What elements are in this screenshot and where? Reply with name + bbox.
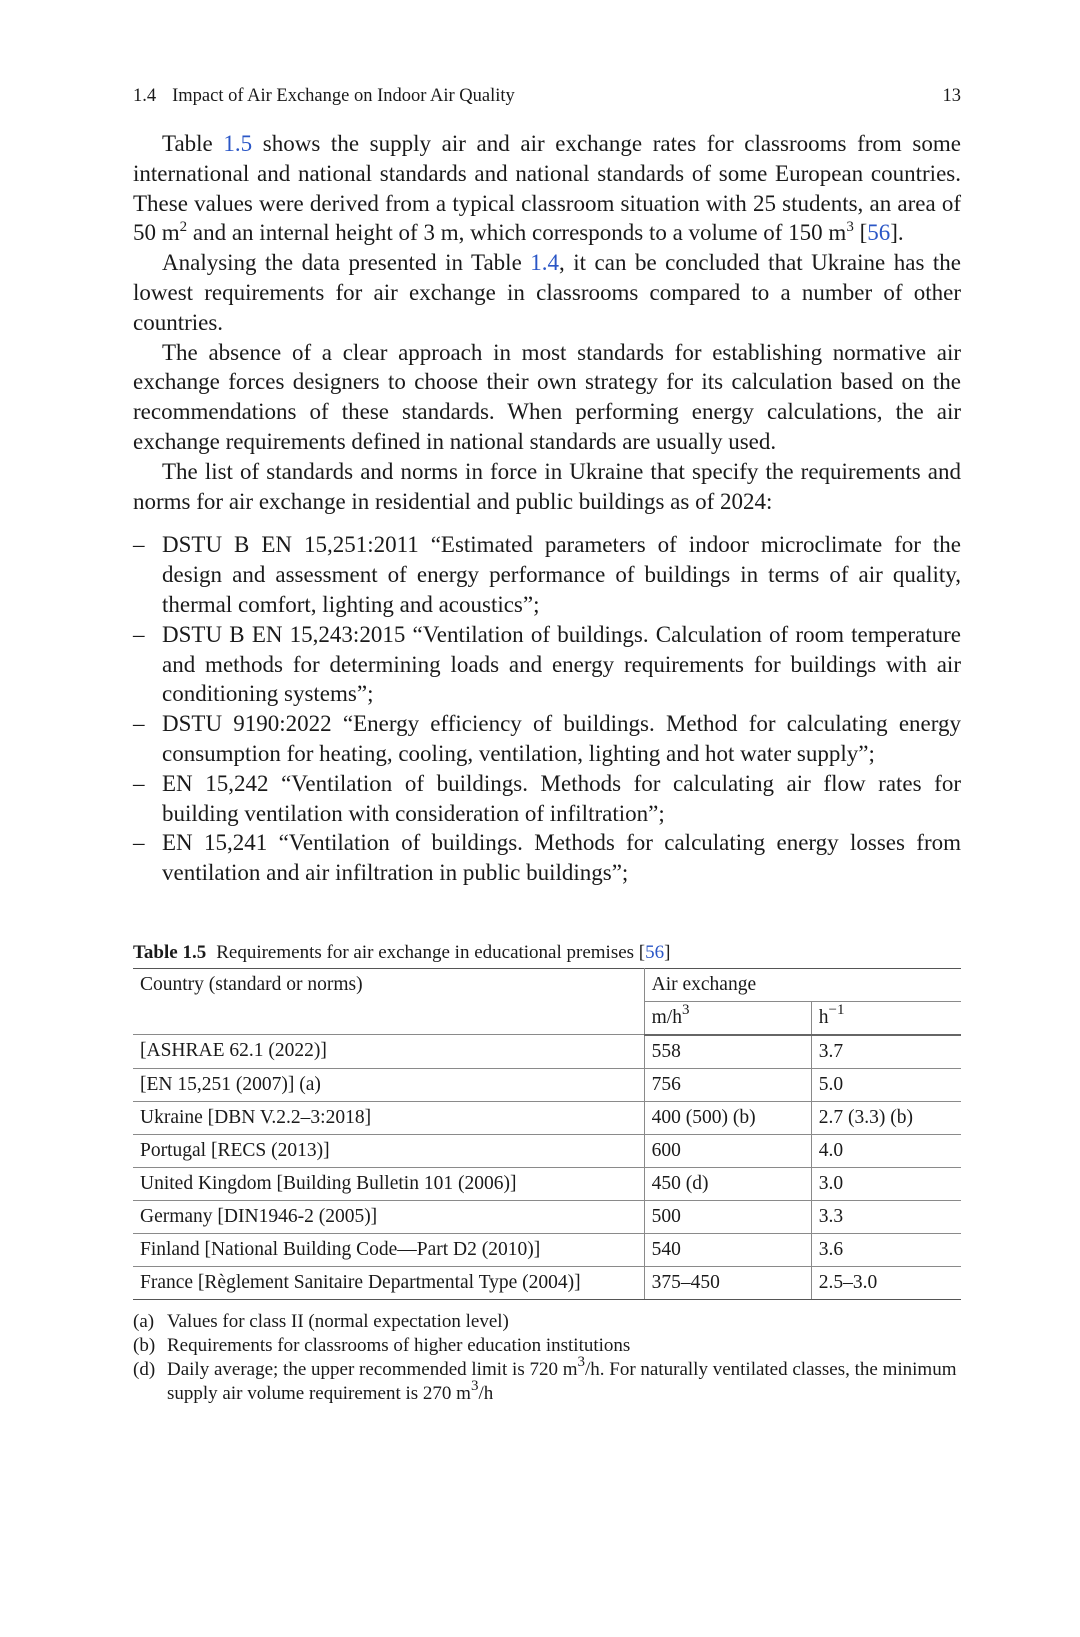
table-row: [133, 1068, 961, 1101]
note-key: (b): [133, 1334, 156, 1356]
cell-m3h: 540: [644, 1233, 811, 1266]
paragraph-4: The list of standards and norms in force in Ukraine that specify the requirements and norms for air exchange in residential and public buildings as of 2024:: [133, 458, 961, 514]
superscript: 3: [577, 1353, 585, 1370]
superscript: 3: [846, 219, 854, 236]
cell-m3h: 756: [644, 1068, 811, 1101]
body-text: [133, 129, 961, 888]
cell-per-hour: 3.6: [811, 1233, 961, 1266]
cell-m3h: 400 (500) (b): [644, 1101, 811, 1134]
text-run: [: [853, 220, 868, 246]
superscript: −1: [828, 1001, 845, 1018]
cell-per-hour: 4.0: [811, 1134, 961, 1167]
note-text: [167, 1353, 961, 1406]
text-run: Table: [162, 131, 224, 156]
header-unit-m3h: [644, 1001, 811, 1035]
cell-per-hour: 5.0: [811, 1068, 961, 1101]
paragraph-1: [133, 129, 961, 248]
header-air-exchange: Air exchange: [644, 968, 961, 1001]
cell-per-hour: 3.0: [811, 1167, 961, 1200]
table-row: [133, 1266, 961, 1299]
superscript: 2: [179, 219, 188, 236]
cell-m3h: 500: [644, 1200, 811, 1233]
note-text: Requirements for classrooms of higher education institutions: [167, 1334, 631, 1356]
unit-text: h: [818, 1006, 829, 1028]
citation-link[interactable]: 56: [867, 220, 891, 246]
header-unit-per-hour: [811, 1001, 961, 1035]
cell-country: France [Règlement Sanitaire Departmental Type (2004)]: [133, 1266, 644, 1299]
text-run: and an internal height of 3 m, which corresponds to a volume of 150 m: [187, 220, 847, 246]
citation-link[interactable]: 56: [645, 941, 665, 963]
cell-country: Germany [DIN1946-2 (2005)]: [133, 1200, 644, 1233]
list-item: – EN 15,242 “Ventilation of buildings. Methods for calculating air flow rates for building ventilation with consideration of infiltration”;: [133, 769, 961, 829]
cell-m3h: 450 (d): [644, 1167, 811, 1200]
note-text: Values for class II (normal expectation level): [167, 1310, 509, 1332]
cell-per-hour: 2.5–3.0: [811, 1266, 961, 1299]
table-reference-link[interactable]: 1.5: [223, 131, 253, 156]
cell-country: United Kingdom [Building Bulletin 101 (2006)]: [133, 1167, 644, 1200]
cell-country: [ASHRAE 62.1 (2022)]: [133, 1035, 644, 1069]
table-row: [133, 1233, 961, 1266]
table-row: [133, 1101, 961, 1134]
list-item: – DSTU 9190:2022 “Energy efficiency of buildings. Method for calculating energy consumption for heating, cooling, ventilation, lighting and hot water supply”;: [133, 709, 961, 769]
text-run: /h: [478, 1382, 494, 1404]
text-run: Daily average; the upper recommended limit is 720 m: [167, 1358, 578, 1380]
page-number: 13: [942, 86, 961, 106]
table-row: [133, 1035, 961, 1069]
section-title: Impact of Air Exchange on Indoor Air Quality: [172, 86, 515, 106]
table-note: [133, 1334, 961, 1358]
cell-country: Ukraine [DBN V.2.2–3:2018]: [133, 1101, 644, 1134]
cell-country: [EN 15,251 (2007)] (a): [133, 1068, 644, 1101]
text-run: ].: [890, 220, 904, 246]
paragraph-3: The absence of a clear approach in most standards for establishing normative air exchange forces designers to choose their own strategy for its calculation based on the recommendations of these standards. When performing energy calculations, the air exchange requirements defined in national standards are usually used.: [133, 339, 961, 454]
superscript: 3: [470, 1377, 479, 1394]
cell-per-hour: 3.7: [811, 1035, 961, 1069]
table-label: Table 1.5: [133, 941, 207, 963]
caption-end: ]: [664, 941, 671, 963]
superscript: 3: [681, 1001, 690, 1018]
note-key: (d): [133, 1358, 156, 1380]
standards-list: [133, 530, 961, 888]
table-note: [133, 1353, 961, 1406]
table-header-row: [133, 968, 961, 1001]
table-caption: [133, 941, 961, 965]
table-row: [133, 1200, 961, 1233]
table-row: [133, 1167, 961, 1200]
paragraph-2: [133, 248, 961, 337]
cell-per-hour: 2.7 (3.3) (b): [811, 1101, 961, 1134]
header-country: Country (standard or norms): [133, 968, 644, 1035]
table-row: [133, 1134, 961, 1167]
list-item: – DSTU B EN 15,243:2015 “Ventilation of buildings. Calculation of room temperature and methods for determining loads and energy requirements for buildings with air conditioning systems”;: [133, 620, 961, 709]
text-run: shows the supply air and air exchange rates for classrooms from some international and national standards and national standards of some European countries. These values were derived from a typical classroom situation with 25 students, an area of 50 m: [133, 131, 961, 246]
note-key: (a): [133, 1310, 155, 1332]
table-reference-link[interactable]: 1.4: [530, 250, 560, 276]
section-number: 1.4: [133, 86, 157, 106]
cell-m3h: 558: [644, 1035, 811, 1069]
air-exchange-table: [133, 968, 961, 1300]
cell-country: Finland [National Building Code—Part D2 (2010)]: [133, 1233, 644, 1266]
text-run: Analysing the data presented in Table: [162, 250, 531, 276]
text-run: , it can be concluded that Ukraine has the lowest requirements for air exchange in classrooms compared to a number of other countries.: [133, 250, 961, 335]
list-item: – EN 15,241 “Ventilation of buildings. Methods for calculating energy losses from ventilation and air infiltration in public buildings”;: [133, 828, 961, 888]
text-run: /h. For naturally ventilated classes, the minimum supply air volume requirement is 270 m: [167, 1358, 957, 1404]
unit-text: m/h: [651, 1006, 682, 1028]
cell-per-hour: 3.3: [811, 1200, 961, 1233]
cell-country: Portugal [RECS (2013)]: [133, 1134, 644, 1167]
table-note: [133, 1310, 961, 1334]
caption-text: Requirements for air exchange in educational premises [: [216, 941, 646, 963]
page: [133, 84, 961, 1406]
running-head: [133, 84, 961, 108]
cell-m3h: 600: [644, 1134, 811, 1167]
running-title: [133, 84, 515, 108]
cell-m3h: 375–450: [644, 1266, 811, 1299]
table-notes: [133, 1310, 961, 1406]
list-item: – DSTU B EN 15,251:2011 “Estimated parameters of indoor microclimate for the design and assessment of energy performance of buildings in terms of air quality, thermal comfort, lighting and acoustics”;: [133, 530, 961, 619]
